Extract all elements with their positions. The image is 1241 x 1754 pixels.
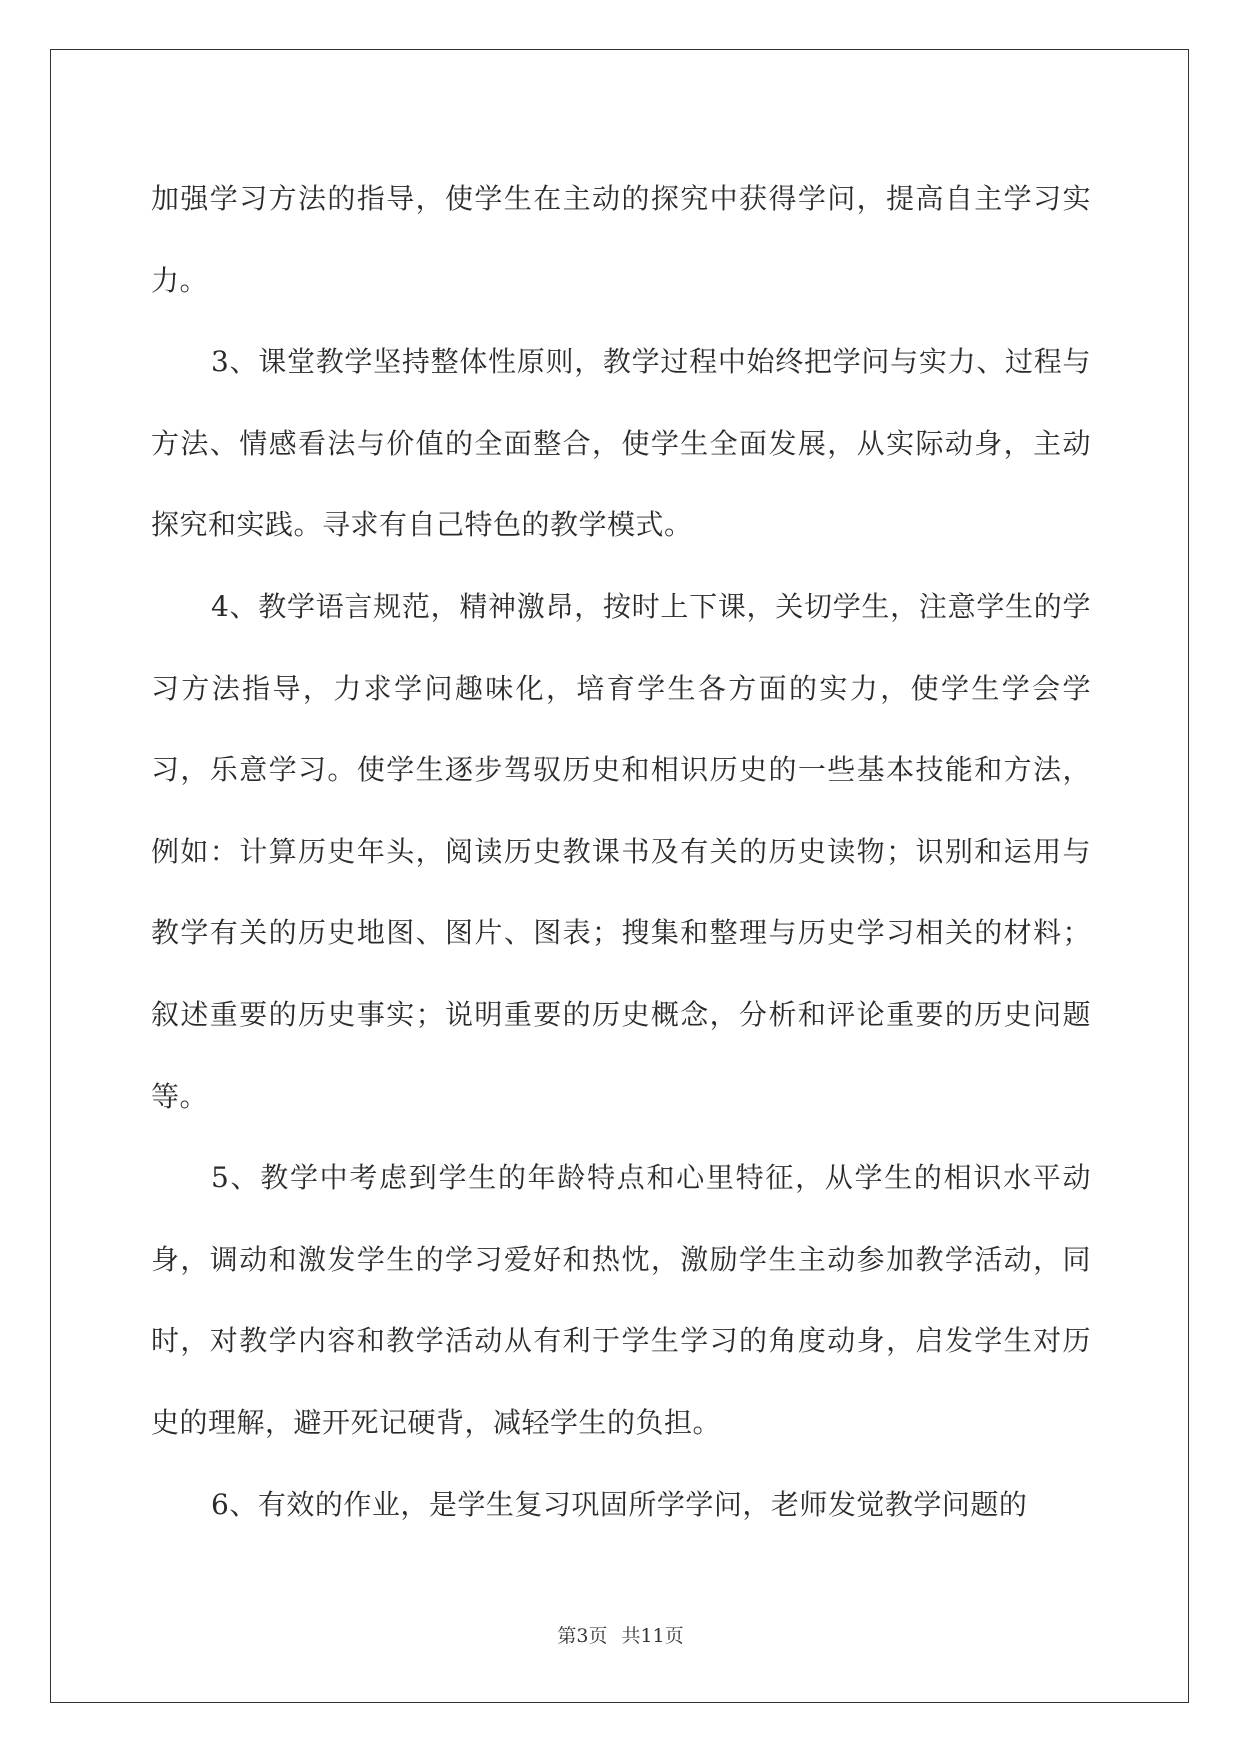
paragraph-3: 4、教学语言规范，精神激昂，按时上下课，关切学生，注意学生的学习方法指导，力求学问趣味化，培育学生各方面的实力，使学生学会学习，乐意学习。使学生逐步驾驭历史和相识历史的一些基本技能和方法，例如：计算历史年头，阅读历史教课书及有关的历史读物；识别和运用与教学有关的历史地图、图片、图表；搜集和整理与历史学习相关的材料；叙述重要的历史事实；说明重要的历史概念，分析和评论重要的历史问题等。 xyxy=(151,589,1091,1113)
paragraph-4: 5、教学中考虑到学生的年龄特点和心里特征，从学生的相识水平动身，调动和激发学生的学习爱好和热忱，激励学生主动参加教学活动，同时，对教学内容和教学活动从有利于学生学习的角度动身，启发学生对历史的理解，避开死记硬背，减轻学生的负担。 xyxy=(151,1161,1091,1439)
current-page-number: 第3页 xyxy=(557,1625,608,1647)
paragraph-1: 加强学习方法的指导，使学生在主动的探究中获得学问，提高自主学习实力。 xyxy=(151,182,1091,297)
paragraph-5: 6、有效的作业，是学生复习巩固所学学问，老师发觉教学问题的 xyxy=(211,1487,1028,1521)
paragraph-2: 3、课堂教学坚持整体性原则，教学过程中始终把学问与实力、过程与方法、情感看法与价值的全面整合，使学生全面发展，从实际动身，主动探究和实践。寻求有自己特色的教学模式。 xyxy=(151,345,1091,542)
total-page-count: 共11页 xyxy=(621,1625,684,1647)
document-body xyxy=(151,158,1091,1545)
page-footer xyxy=(0,1621,1241,1648)
